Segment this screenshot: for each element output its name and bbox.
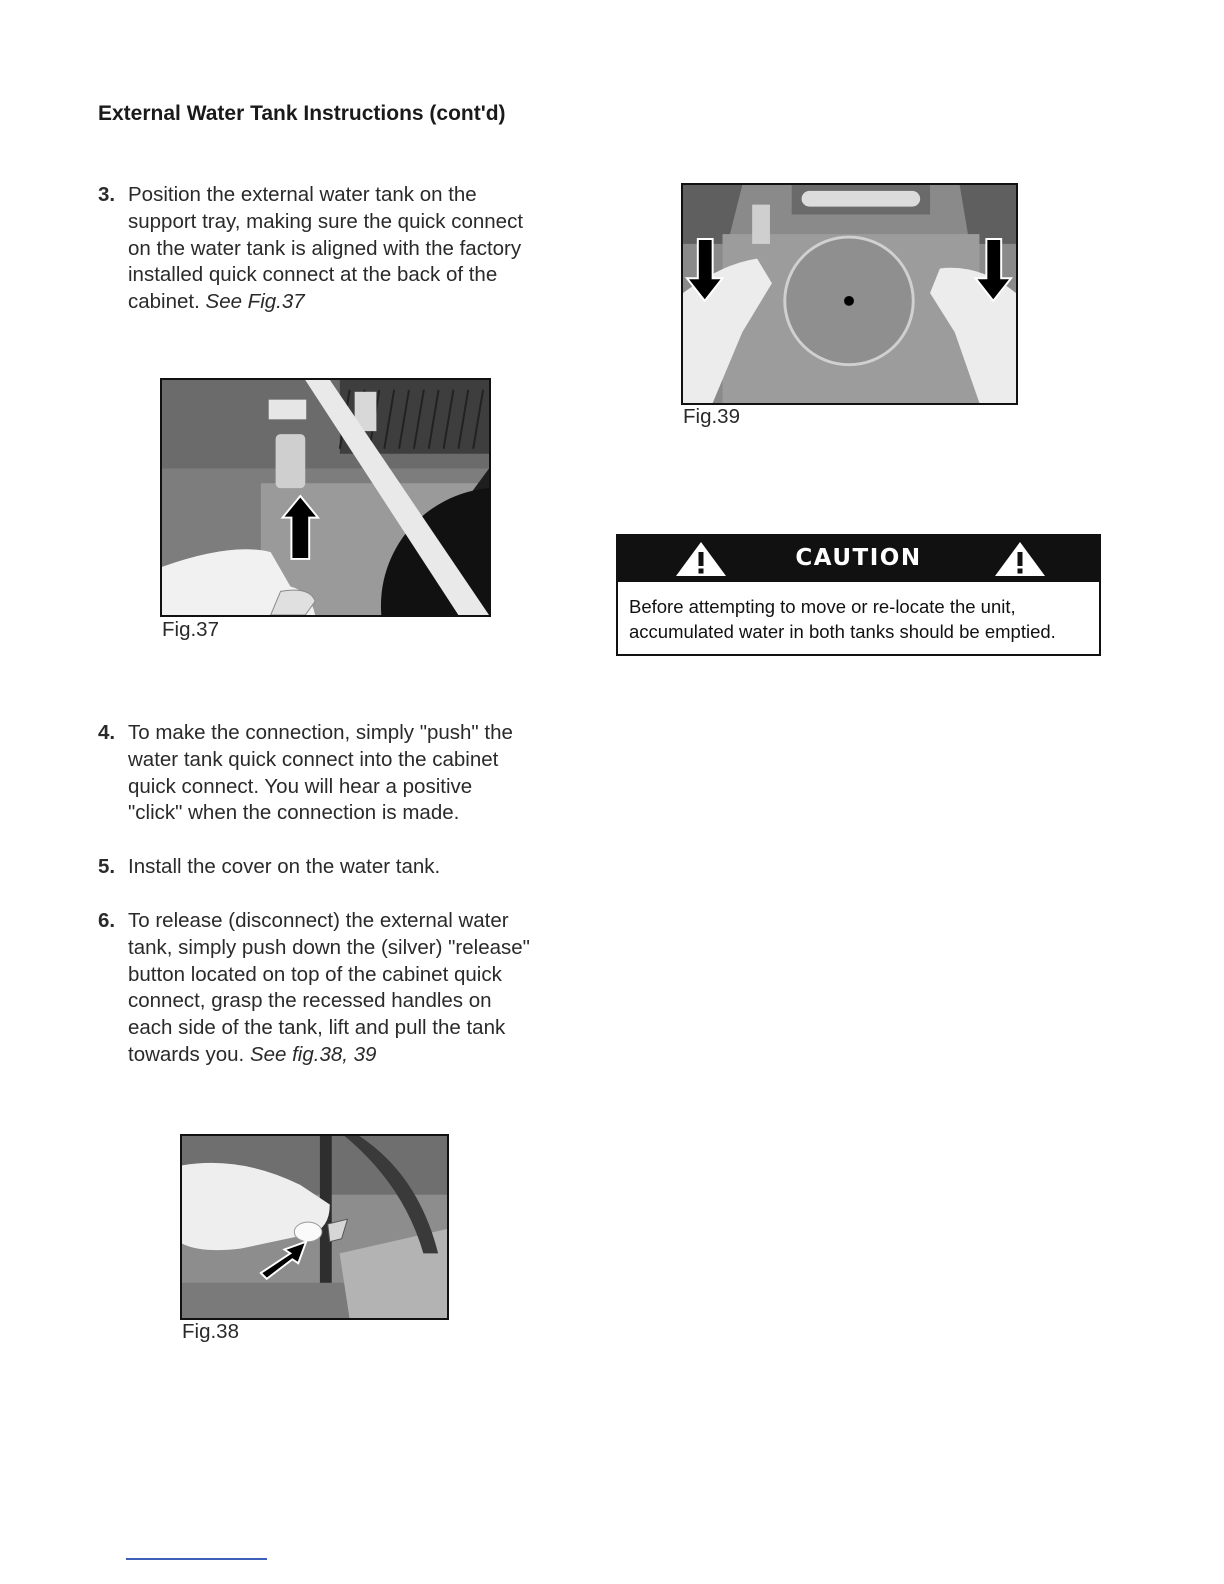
warning-triangle-icon <box>993 540 1047 578</box>
caution-line: accumulated water in both tanks should be emptied. <box>629 621 1056 642</box>
figure-38-caption: Fig.38 <box>182 1320 239 1343</box>
step-number: 4. <box>98 721 116 744</box>
step-6 <box>98 908 578 1073</box>
step-line-text: towards you. <box>128 1042 245 1066</box>
step-line: To make the connection, simply "push" the <box>128 721 513 744</box>
step-5 <box>98 854 578 884</box>
figure-37-caption: Fig.37 <box>162 618 219 641</box>
figure-39-image <box>681 183 1018 405</box>
caution-line: Before attempting to move or re-locate the unit, <box>629 596 1016 617</box>
caution-box <box>616 534 1101 656</box>
step-line: button located on top of the cabinet quick <box>128 962 502 986</box>
step-number: 5. <box>98 855 116 878</box>
figure-38-image <box>180 1134 449 1320</box>
figure-reference: See fig.38, 39 <box>249 1042 377 1066</box>
step-line: "click" when the connection is made. <box>128 801 460 825</box>
caution-heading: CAUTION <box>795 545 922 571</box>
step-number: 3. <box>98 183 116 206</box>
step-line: water tank quick connect into the cabinet <box>128 747 499 771</box>
step-text <box>128 854 440 881</box>
step-number: 6. <box>98 909 116 932</box>
step-line: support tray, making sure the quick connect <box>128 209 524 233</box>
step-line: connect, grasp the recessed handles on <box>128 989 492 1013</box>
step-4 <box>98 720 578 830</box>
caution-text <box>629 594 1056 644</box>
figure-37-image <box>160 378 491 617</box>
step-line: installed quick connect at the back of the <box>128 263 498 287</box>
figure-39-caption: Fig.39 <box>683 405 740 428</box>
step-line: on the water tank is aligned with the factory <box>128 236 522 260</box>
figure-reference: See Fig.37 <box>205 290 305 314</box>
page-title: External Water Tank Instructions (cont'd) <box>98 102 506 125</box>
step-line <box>128 289 523 316</box>
step-line: tank, simply push down the (silver) "release" <box>128 935 530 959</box>
step-text <box>128 182 523 316</box>
step-line-text: cabinet. <box>128 290 200 314</box>
step-line: Install the cover on the water tank. <box>128 855 441 878</box>
step-text <box>128 720 513 827</box>
step-text <box>128 908 530 1069</box>
step-line: Position the external water tank on the <box>128 183 477 206</box>
step-line: quick connect. You will hear a positive <box>128 774 473 798</box>
step-line <box>128 1042 530 1069</box>
step-line: each side of the tank, lift and pull the tank <box>128 1016 506 1040</box>
footer-rule <box>126 1558 267 1560</box>
step-line: To release (disconnect) the external water <box>128 909 509 932</box>
step-3 <box>98 182 578 322</box>
